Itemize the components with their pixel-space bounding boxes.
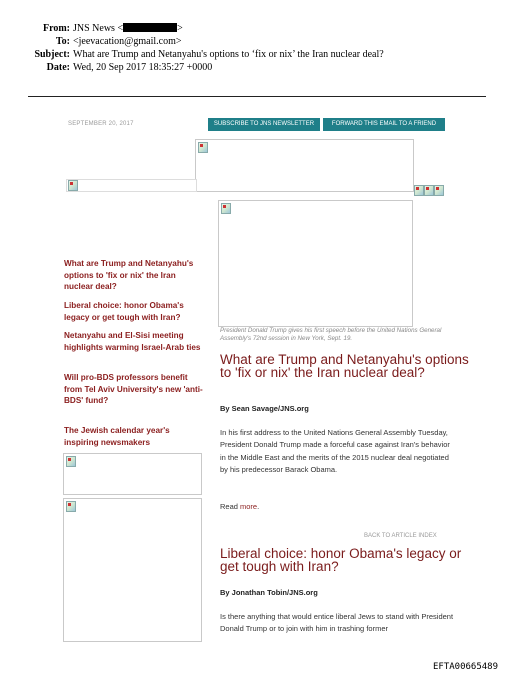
article-title[interactable]: Liberal choice: honor Obama's legacy or get tough with Iran? xyxy=(220,546,462,574)
article-body: In his first address to the United Nations General Assembly Tuesday, President Donald Trump made a forceful case against Iran's behavior in the Middle East and the merits of the 2015 nuclear deal negotiated by his predecessor Barack Obama. xyxy=(220,428,450,474)
subscribe-button[interactable]: SUBSCRIBE TO JNS NEWSLETTER xyxy=(208,118,320,131)
subject-value: What are Trump and Netanyahu's options to ‘fix or nix’ the Iran nuclear deal? xyxy=(73,49,384,60)
broken-image-icon xyxy=(221,203,231,214)
sidebar-link-4[interactable]: Will pro-BDS professors benefit from Tel Aviv University's new 'anti-BDS' fund? xyxy=(64,373,203,405)
sidebar-ad-image[interactable] xyxy=(63,498,202,642)
broken-image-icon[interactable] xyxy=(434,185,444,196)
email-header xyxy=(0,22,512,74)
article-byline: By Jonathan Tobin/JNS.org xyxy=(220,588,318,597)
broken-image-icon xyxy=(66,501,76,512)
article-title[interactable]: What are Trump and Netanyahu's options to 'fix or nix' the Iran nuclear deal? xyxy=(220,352,469,380)
banner-image xyxy=(195,139,414,192)
read-more xyxy=(220,502,259,511)
article-byline: By Sean Savage/JNS.org xyxy=(220,404,309,413)
subject-row xyxy=(0,48,512,61)
sidebar-link-2[interactable]: Liberal choice: honor Obama's legacy or get tough with Iran? xyxy=(64,301,184,322)
to-label: To: xyxy=(55,36,70,47)
from-label: From: xyxy=(42,23,70,34)
sidebar-ad-image[interactable] xyxy=(63,453,202,495)
read-prefix: Read xyxy=(220,502,241,511)
sidebar-link-1[interactable]: What are Trump and Netanyahu's options to 'fix or nix' the Iran nuclear deal? xyxy=(64,259,194,291)
sidebar-link-5[interactable]: The Jewish calendar year's inspiring newsmakers xyxy=(64,426,170,447)
redaction-bar xyxy=(123,23,177,32)
to-row xyxy=(0,35,512,48)
document-id: EFTA00665489 xyxy=(433,662,499,672)
sidebar-link-3[interactable]: Netanyahu and El-Sisi meeting highlights warming Israel-Arab ties xyxy=(64,331,201,352)
broken-image-icon xyxy=(198,142,208,153)
broken-image-icon xyxy=(66,456,76,467)
broken-image-icon[interactable] xyxy=(424,185,434,196)
from-value xyxy=(73,23,183,34)
from-row xyxy=(0,22,512,35)
date-label: Date: xyxy=(46,62,70,73)
header-divider xyxy=(28,96,486,97)
date-value: Wed, 20 Sep 2017 18:35:27 +0000 xyxy=(73,62,213,73)
logo-image xyxy=(66,179,197,192)
article-image xyxy=(218,200,413,327)
broken-image-icon[interactable] xyxy=(414,185,424,196)
read-suffix: . xyxy=(257,502,260,511)
from-end: > xyxy=(177,23,183,34)
back-to-index-link[interactable]: BACK TO ARTICLE INDEX xyxy=(364,533,437,539)
image-caption: President Donald Trump gives his first speech before the United Nations General Assembly's 72nd session in New York, Sept. 19. xyxy=(220,327,442,342)
read-more-link[interactable]: more xyxy=(240,502,258,511)
newsletter-date: SEPTEMBER 20, 2017 xyxy=(68,121,134,127)
broken-image-icon xyxy=(68,180,78,191)
subject-label: Subject: xyxy=(34,49,70,60)
forward-email-button[interactable]: FORWARD THIS EMAIL TO A FRIEND xyxy=(323,118,445,131)
to-value: <jeevacation@gmail.com> xyxy=(73,36,182,47)
date-row xyxy=(0,61,512,74)
article-body: Is there anything that would entice liberal Jews to stand with President Donald Trump or to join with him in trashing former xyxy=(220,612,454,634)
from-name: JNS News < xyxy=(73,23,124,34)
